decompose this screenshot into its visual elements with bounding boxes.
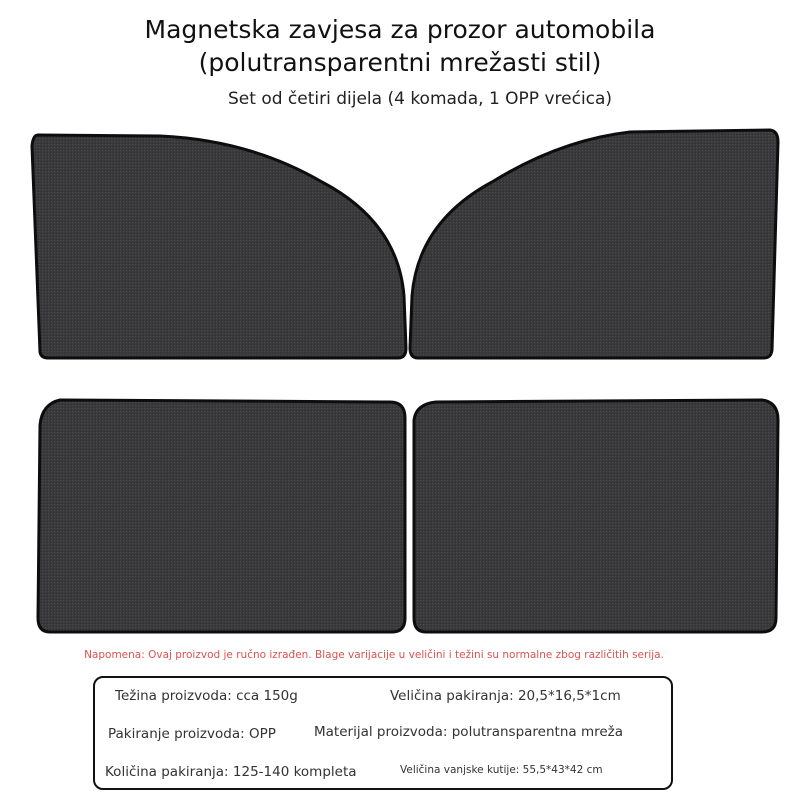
spec-quantity: Količina pakiranja: 125-140 kompleta <box>105 764 357 780</box>
product-subtitle: Set od četiri dijela (4 komada, 1 OPP vrećica) <box>228 89 613 109</box>
product-title-line1: Magnetska zavjesa za prozor automobila <box>144 15 656 44</box>
spec-packaging: Pakiranje proizvoda: OPP <box>108 726 276 742</box>
front-left-curtain-panel <box>32 135 406 358</box>
handmade-note: Napomena: Ovaj proizvod je ručno izrađen. Blage varijacije u veličini i težini su normalne zbog različitih serija. <box>84 649 664 661</box>
product-title-line2: (polutransparentni mrežasti stil) <box>198 48 602 77</box>
spec-package-size: Veličina pakiranja: 20,5*16,5*1cm <box>390 688 621 704</box>
rear-right-curtain-panel <box>414 400 778 632</box>
spec-outer-box: Veličina vanjske kutije: 55,5*43*42 cm <box>400 764 603 776</box>
spec-material: Materijal proizvoda: polutransparentna mreža <box>314 724 624 740</box>
rear-left-curtain-panel <box>38 400 405 632</box>
spec-weight: Težina proizvoda: cca 150g <box>115 688 298 704</box>
specifications-box <box>93 676 673 790</box>
front-right-curtain-panel <box>410 130 778 358</box>
